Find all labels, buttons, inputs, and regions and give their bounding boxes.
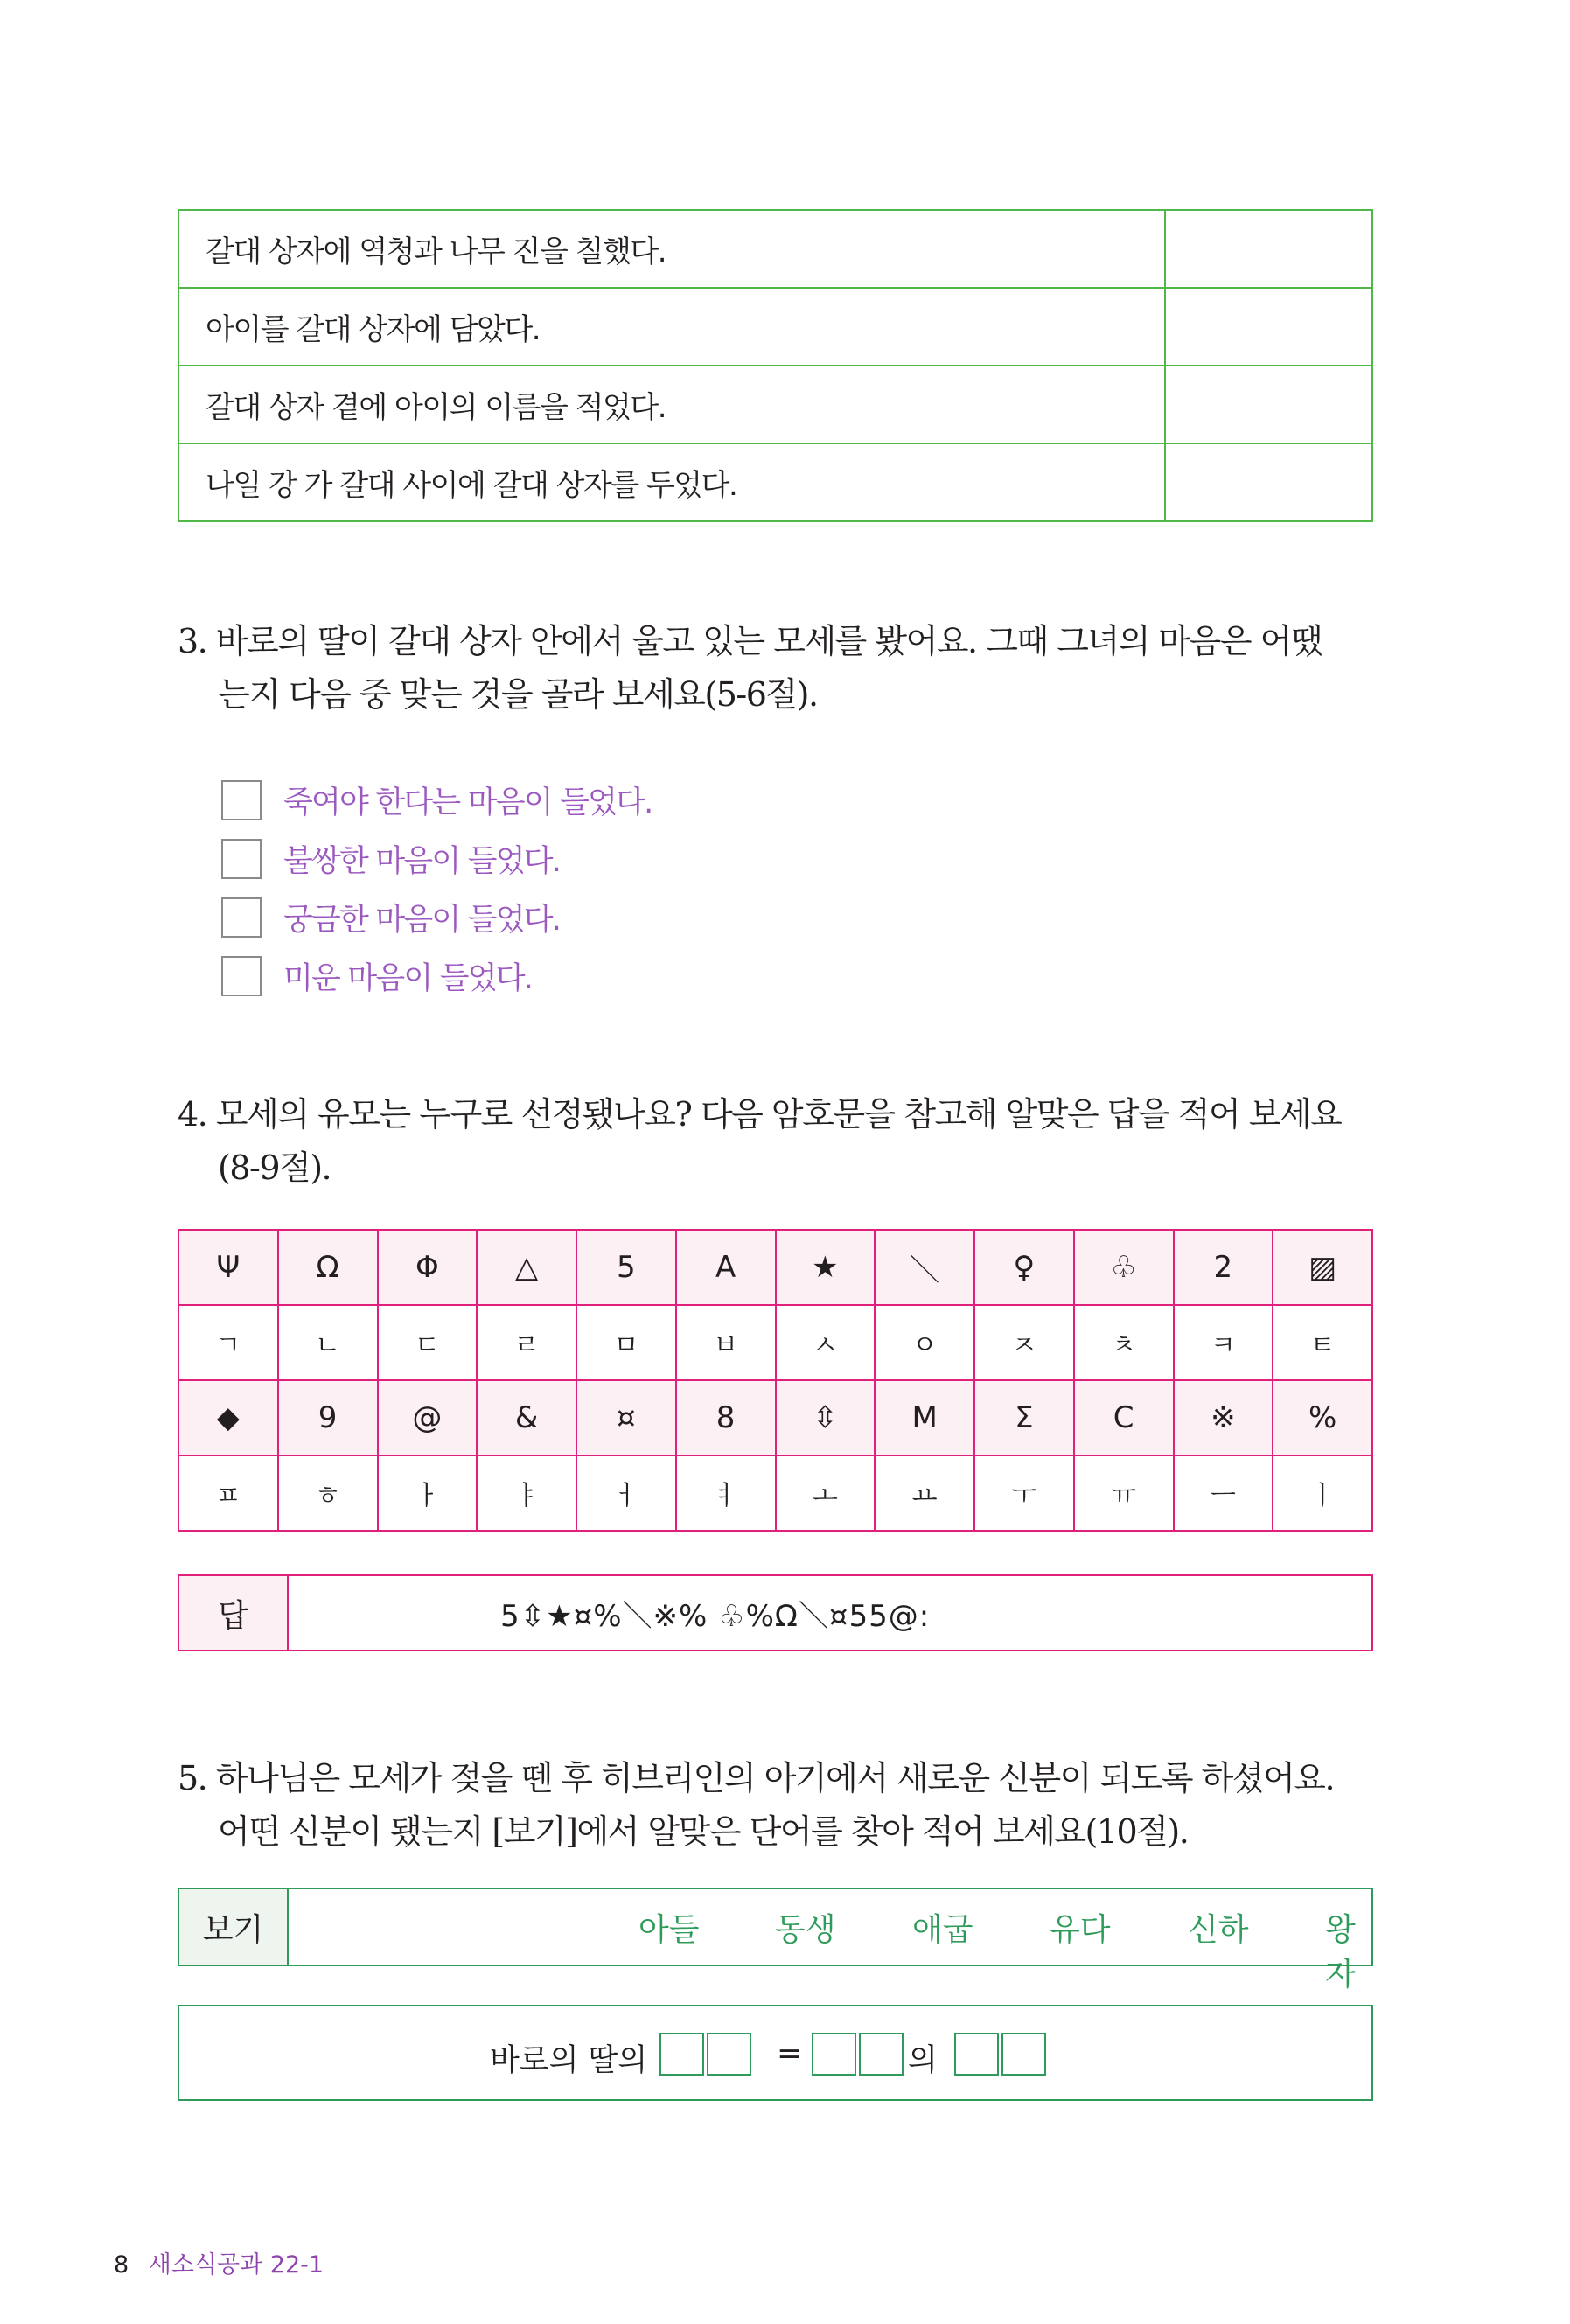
question-4-line2: (8-9절). <box>218 1148 331 1187</box>
page-number: 8 <box>114 2251 129 2279</box>
cipher-letter-cell: ㅛ <box>875 1455 974 1531</box>
cipher-symbol-row <box>178 1380 1372 1455</box>
cipher-symbol-cell: ◆ <box>178 1380 278 1455</box>
cipher-letter-cell: ㅂ <box>676 1305 776 1380</box>
cipher-letter-cell: ㅈ <box>974 1305 1074 1380</box>
cipher-symbol-cell: ¤ <box>576 1380 676 1455</box>
order-answer-cell[interactable] <box>1165 288 1372 366</box>
cipher-letter-cell: ㅋ <box>1174 1305 1273 1380</box>
cipher-symbol-cell: 2 <box>1174 1230 1273 1305</box>
blank-box[interactable] <box>859 2033 904 2076</box>
option-label: 불쌍한 마음이 들었다. <box>283 843 561 879</box>
cipher-letter-cell: ㅏ <box>378 1455 478 1531</box>
cipher-symbol-cell: ★ <box>776 1230 876 1305</box>
order-answer-cell[interactable] <box>1165 210 1372 288</box>
cipher-letter-cell: ㅠ <box>1074 1455 1174 1531</box>
cipher-letter-cell: ㅁ <box>576 1305 676 1380</box>
order-statement: 아이를 갈대 상자에 담았다. <box>178 288 1165 366</box>
question-3-line1: 3. 바로의 딸이 갈대 상자 안에서 울고 있는 모세를 봤어요. 그때 그녀의 마음은 어땠 <box>178 622 1322 660</box>
question-5-line1: 5. 하나님은 모세가 젖을 뗀 후 히브리인의 아기에서 새로운 신분이 되도록 하셨어요. <box>178 1759 1335 1797</box>
order-answer-cell[interactable] <box>1165 443 1372 521</box>
answer-box <box>178 1574 1373 1651</box>
cipher-symbol-cell: 8 <box>676 1380 776 1455</box>
cipher-symbol-cell: Φ <box>378 1230 478 1305</box>
cipher-letter-cell: ㅊ <box>1074 1305 1174 1380</box>
answer-sentence <box>179 2031 1371 2078</box>
question-5-line2: 어떤 신분이 됐는지 [보기]에서 알맞은 단어를 찾아 적어 보세요(10절). <box>218 1812 1189 1851</box>
cipher-symbol-cell: 5 <box>576 1230 676 1305</box>
option-item[interactable] <box>221 946 652 1005</box>
cipher-letter-cell: ㄹ <box>477 1305 576 1380</box>
cipher-letter-cell: ㅍ <box>178 1455 278 1531</box>
order-statement: 나일 강 가 갈대 사이에 갈대 상자를 두었다. <box>178 443 1165 521</box>
cipher-symbol-cell: A <box>676 1230 776 1305</box>
cipher-symbol-cell: Σ <box>974 1380 1074 1455</box>
example-word: 유다 <box>1050 1912 1111 1948</box>
question-4-line1: 4. 모세의 유모는 누구로 선정됐나요? 다음 암호문을 참고해 알맞은 답을 적어 보세요 <box>178 1095 1342 1134</box>
cipher-letter-cell: ㅑ <box>477 1455 576 1531</box>
question-5 <box>178 1752 1376 1859</box>
cipher-symbol-cell: ▨ <box>1273 1230 1372 1305</box>
answer-label: 답 <box>179 1576 289 1650</box>
blank-box[interactable] <box>812 2033 856 2076</box>
example-box <box>178 1888 1373 1992</box>
answer-code: 5⇳★¤%＼※% ♧%Ω＼¤55@: <box>500 1598 931 1634</box>
cipher-symbol-cell: ※ <box>1174 1380 1273 1455</box>
blank-box[interactable] <box>659 2033 704 2076</box>
example-word: 왕자 <box>1325 1912 1356 1992</box>
cipher-letter-cell: ㄷ <box>378 1305 478 1380</box>
cipher-symbol-cell: △ <box>477 1230 576 1305</box>
cipher-letter-row <box>178 1455 1372 1531</box>
question-4 <box>178 1088 1376 1195</box>
cipher-symbol-cell: ♀ <box>974 1230 1074 1305</box>
cipher-symbol-row <box>178 1230 1372 1305</box>
cipher-symbol-cell: Ω <box>278 1230 378 1305</box>
cipher-symbol-cell: M <box>875 1380 974 1455</box>
question-3-line2: 는지 다음 중 맞는 것을 골라 보세요(5-6절). <box>218 675 818 714</box>
cipher-symbol-cell: ♧ <box>1074 1230 1174 1305</box>
checkbox[interactable] <box>221 839 262 879</box>
cipher-letter-cell: ㅎ <box>278 1455 378 1531</box>
blank-box[interactable] <box>954 2033 999 2076</box>
book-title: 새소식공과 22-1 <box>148 2251 324 2279</box>
cipher-letter-cell: ㅗ <box>776 1455 876 1531</box>
cipher-letter-cell: ㅣ <box>1273 1455 1372 1531</box>
checkbox[interactable] <box>221 780 262 820</box>
cipher-letter-row <box>178 1305 1372 1380</box>
cipher-letter-cell: ㅌ <box>1273 1305 1372 1380</box>
cipher-letter-cell: ㄱ <box>178 1305 278 1380</box>
example-label: 보기 <box>179 1889 289 1965</box>
option-item[interactable] <box>221 888 652 946</box>
option-item[interactable] <box>221 771 652 829</box>
example-word: 애굽 <box>912 1912 973 1948</box>
sentence-equals: = <box>777 2036 803 2071</box>
cipher-letter-cell: ㅕ <box>676 1455 776 1531</box>
answer-sentence-box <box>178 2005 1373 2101</box>
sentence-particle: 의 <box>908 2043 938 2078</box>
cipher-symbol-cell: & <box>477 1380 576 1455</box>
example-word: 아들 <box>638 1912 700 1948</box>
option-label: 죽여야 한다는 마음이 들었다. <box>283 785 652 820</box>
order-statement: 갈대 상자에 역청과 나무 진을 칠했다. <box>178 210 1165 288</box>
example-word: 신하 <box>1188 1912 1249 1948</box>
blank-box[interactable] <box>707 2033 751 2076</box>
table-row <box>178 210 1372 288</box>
example-words <box>289 1889 1371 1992</box>
cipher-symbol-cell: ⇳ <box>776 1380 876 1455</box>
sentence-prefix: 바로의 딸의 <box>490 2043 648 2078</box>
order-table <box>178 209 1373 522</box>
cipher-letter-cell: ㄴ <box>278 1305 378 1380</box>
option-label: 궁금한 마음이 들었다. <box>283 902 561 938</box>
option-label: 미운 마음이 들었다. <box>283 960 533 996</box>
cipher-symbol-cell: Ψ <box>178 1230 278 1305</box>
page-footer <box>114 2245 324 2279</box>
example-word: 동생 <box>775 1912 836 1948</box>
blank-box[interactable] <box>1001 2033 1046 2076</box>
cipher-table <box>178 1229 1373 1532</box>
cipher-letter-cell: ㅇ <box>875 1305 974 1380</box>
table-row <box>178 443 1372 521</box>
cipher-symbol-cell: 9 <box>278 1380 378 1455</box>
question-3-options <box>221 771 652 1005</box>
order-answer-cell[interactable] <box>1165 366 1372 443</box>
checkbox[interactable] <box>221 956 262 996</box>
cipher-letter-cell: ㅅ <box>776 1305 876 1380</box>
cipher-letter-cell: ㅜ <box>974 1455 1074 1531</box>
question-3 <box>178 615 1376 722</box>
table-row <box>178 288 1372 366</box>
cipher-letter-cell: ㅓ <box>576 1455 676 1531</box>
cipher-symbol-cell: @ <box>378 1380 478 1455</box>
checkbox[interactable] <box>221 897 262 938</box>
cipher-symbol-cell: % <box>1273 1380 1372 1455</box>
cipher-symbol-cell: C <box>1074 1380 1174 1455</box>
table-row <box>178 366 1372 443</box>
option-item[interactable] <box>221 829 652 888</box>
cipher-symbol-cell: ＼ <box>875 1230 974 1305</box>
order-statement: 갈대 상자 곁에 아이의 이름을 적었다. <box>178 366 1165 443</box>
cipher-letter-cell: ㅡ <box>1174 1455 1273 1531</box>
